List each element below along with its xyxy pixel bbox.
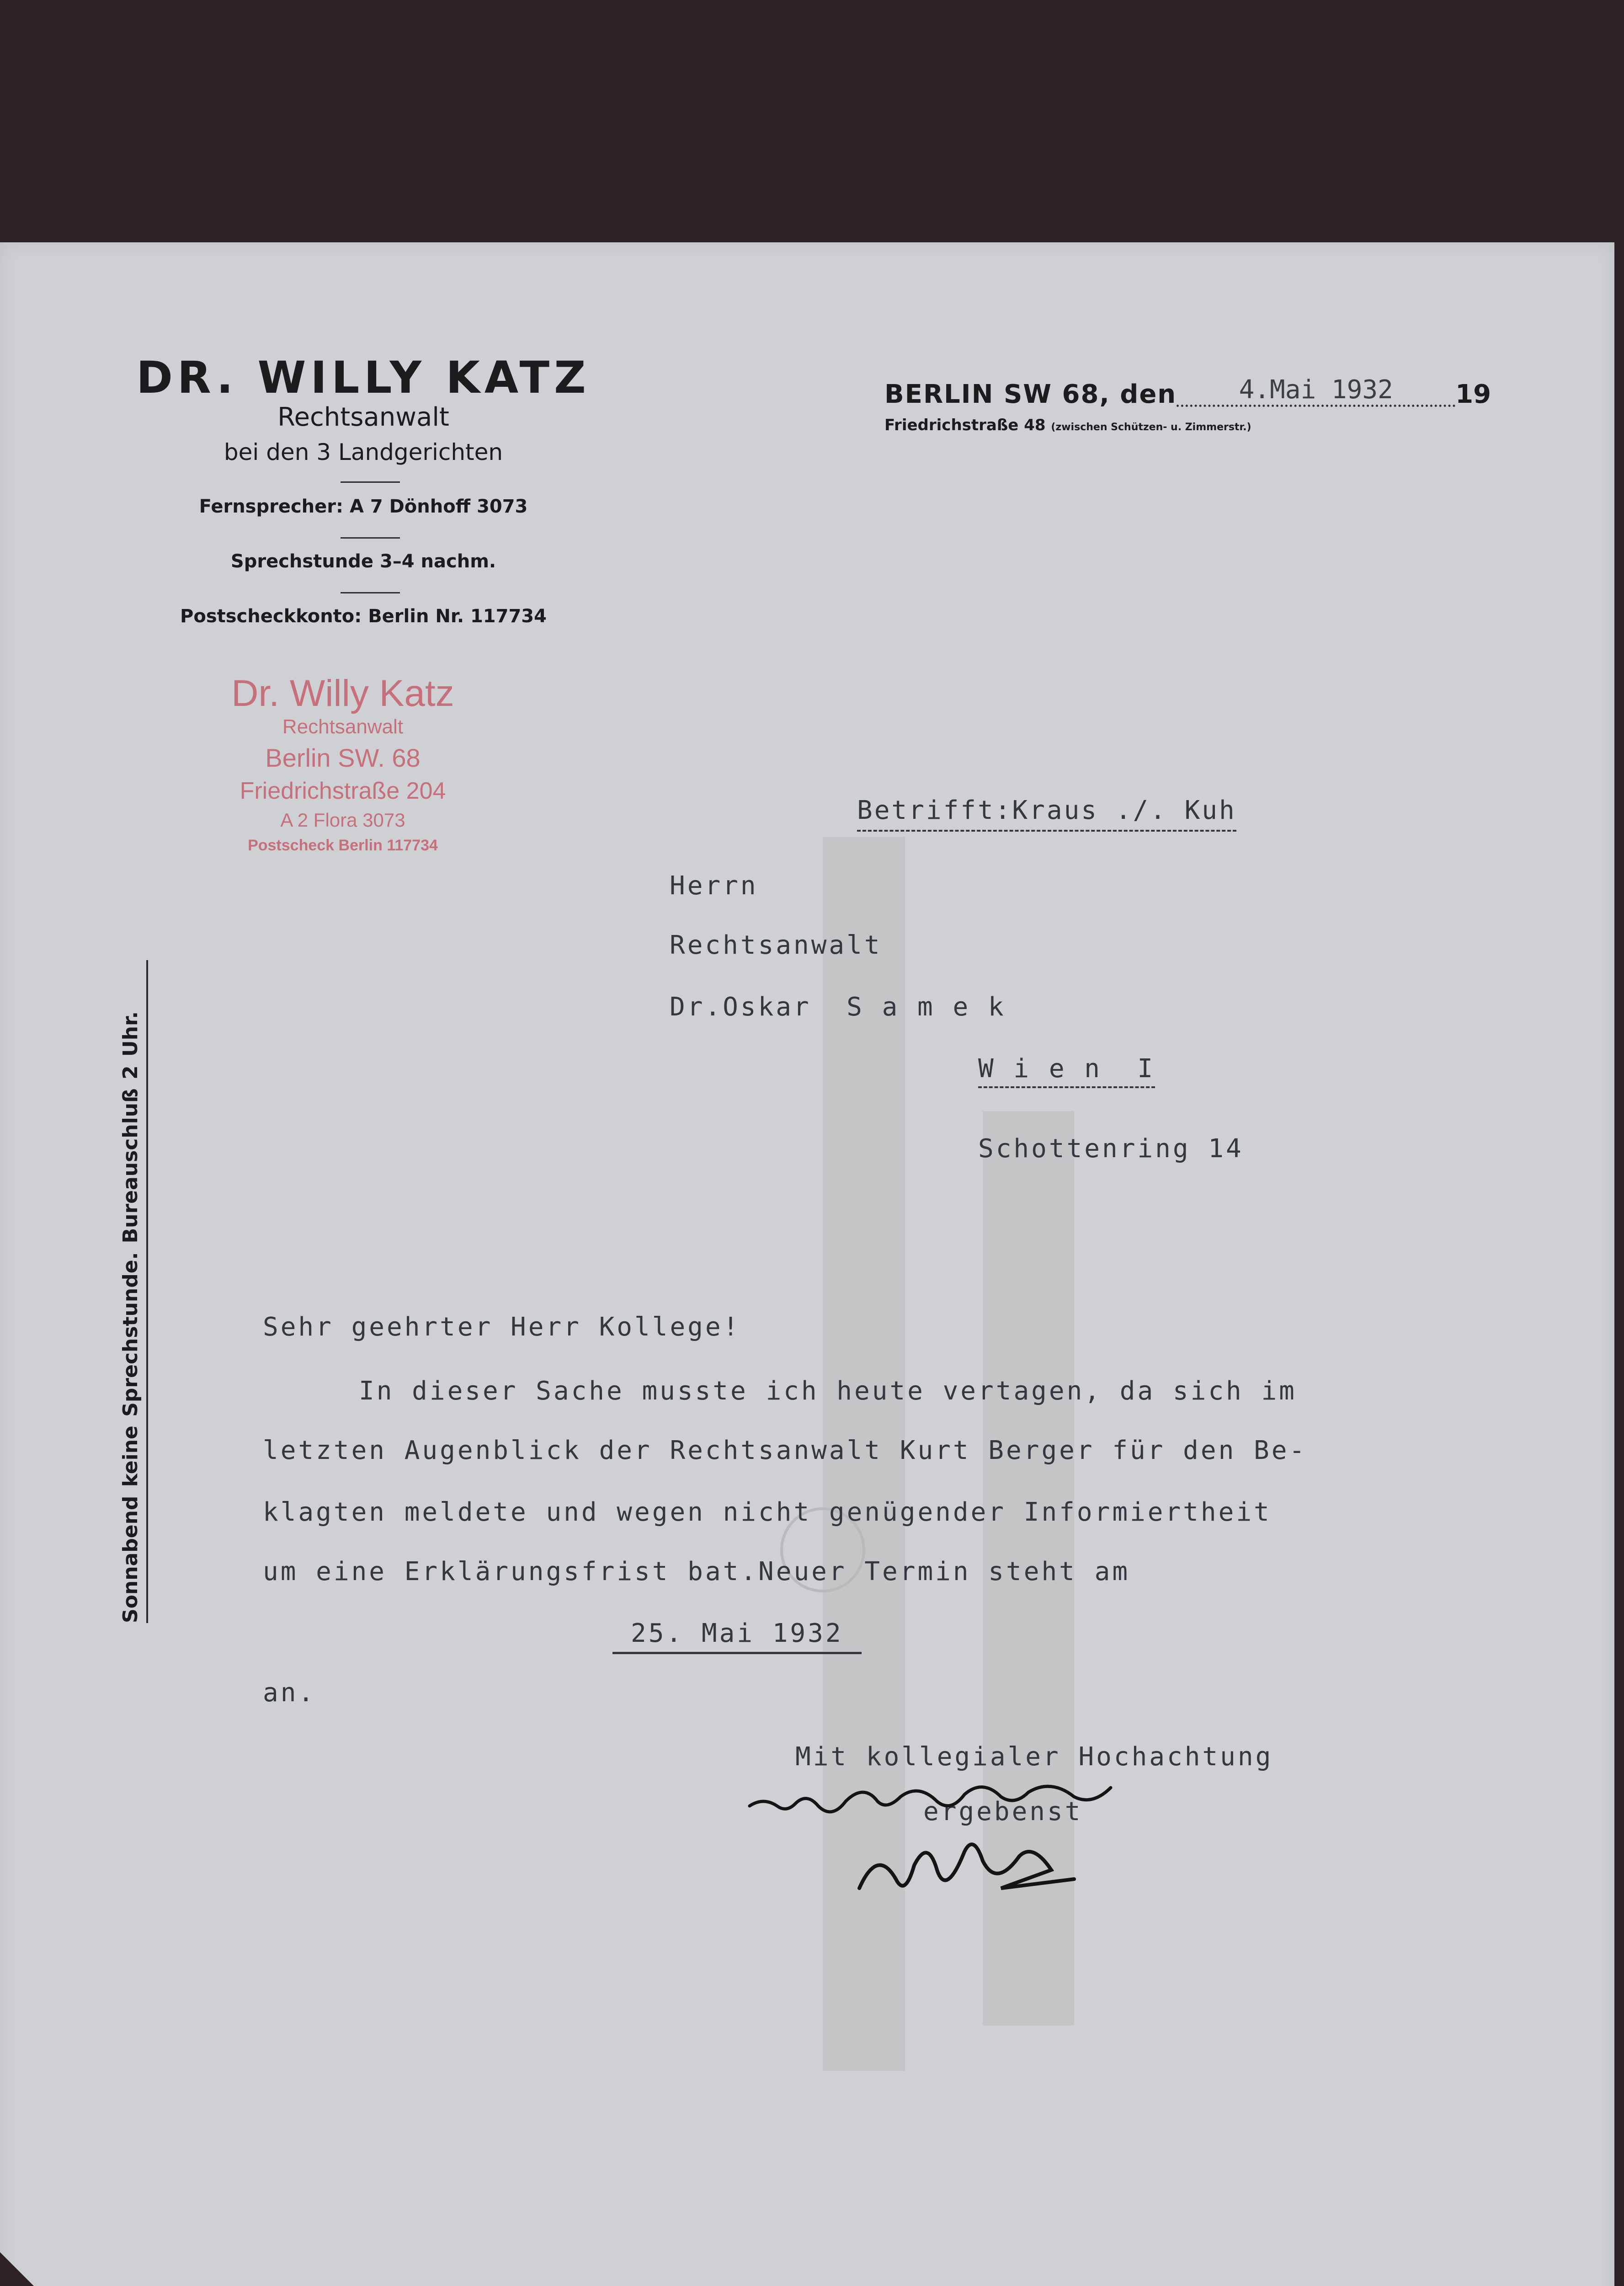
recipient-salutation: Herrn [670, 871, 758, 901]
stamp-title: Rechtsanwalt [282, 716, 404, 738]
letter-page [0, 242, 1614, 2286]
office-hours-note: Sonnabend keine Sprechstunde. Bureauschluß 2 Uhr. [119, 960, 148, 1623]
letterhead-title: Rechtsanwalt [277, 402, 449, 432]
sender-address [884, 416, 1251, 434]
closing-ergebenst: ergebenst [923, 1797, 1083, 1827]
body-end: an. [263, 1678, 316, 1708]
handwritten-signature [740, 1751, 1335, 1925]
recipient-name: Dr.Oskar S a m e k [670, 992, 1006, 1022]
place-city: BERLIN SW 68, den [884, 379, 1177, 409]
letterhead-court: bei den 3 Landgerichten [224, 439, 503, 465]
recipient-city: W i e n I [978, 1054, 1155, 1088]
greeting: Sehr geehrter Herr Kollege! [263, 1312, 741, 1342]
letterhead-divider [341, 592, 400, 593]
place-date-line [884, 375, 1491, 411]
year-prefix: 19 [1455, 379, 1491, 409]
letterhead-name: DR. WILLY KATZ [136, 352, 591, 403]
recipient-title: Rechtsanwalt [670, 930, 882, 960]
subject-line: Betrifft:Kraus ./. Kuh [857, 796, 1236, 832]
letterhead-hours: Sprechstunde 3–4 nachm. [230, 551, 496, 572]
body-line: um eine Erklärungsfrist bat.Neuer Termin steht am [263, 1557, 1130, 1586]
stamp-city: Berlin SW. 68 [265, 743, 421, 772]
letter-date: 4.Mai 1932 [1177, 375, 1455, 407]
stamp-phone: A 2 Flora 3073 [280, 809, 405, 831]
letterhead-divider [341, 481, 400, 483]
body-line: klagten meldete und wegen nicht genügender Informiertheit [263, 1497, 1272, 1527]
recipient-street: Schottenring 14 [978, 1134, 1244, 1164]
torn-corner [0, 2252, 64, 2286]
sender-street: Friedrichstraße 48 [884, 416, 1046, 434]
stamp-postcheck: Postscheck Berlin 117734 [248, 837, 438, 854]
body-line: letzten Augenblick der Rechtsanwalt Kurt Berger für den Be- [263, 1436, 1307, 1465]
closing-line: Mit kollegialer Hochachtung [795, 1742, 1273, 1772]
letterhead-postal-account: Postscheckkonto: Berlin Nr. 117734 [180, 606, 547, 627]
body-line: In dieser Sache musste ich heute vertagen, da sich im [359, 1376, 1297, 1406]
letterhead-phone: Fernsprecher: A 7 Dönhoff 3073 [199, 496, 528, 517]
stamp-street: Friedrichstraße 204 [240, 778, 446, 804]
new-hearing-date: 25. Mai 1932 [612, 1618, 862, 1654]
sender-street-note: (zwischen Schützen- u. Zimmerstr.) [1051, 422, 1251, 433]
stamp-name: Dr. Willy Katz [231, 673, 454, 714]
letterhead-divider [341, 537, 400, 539]
